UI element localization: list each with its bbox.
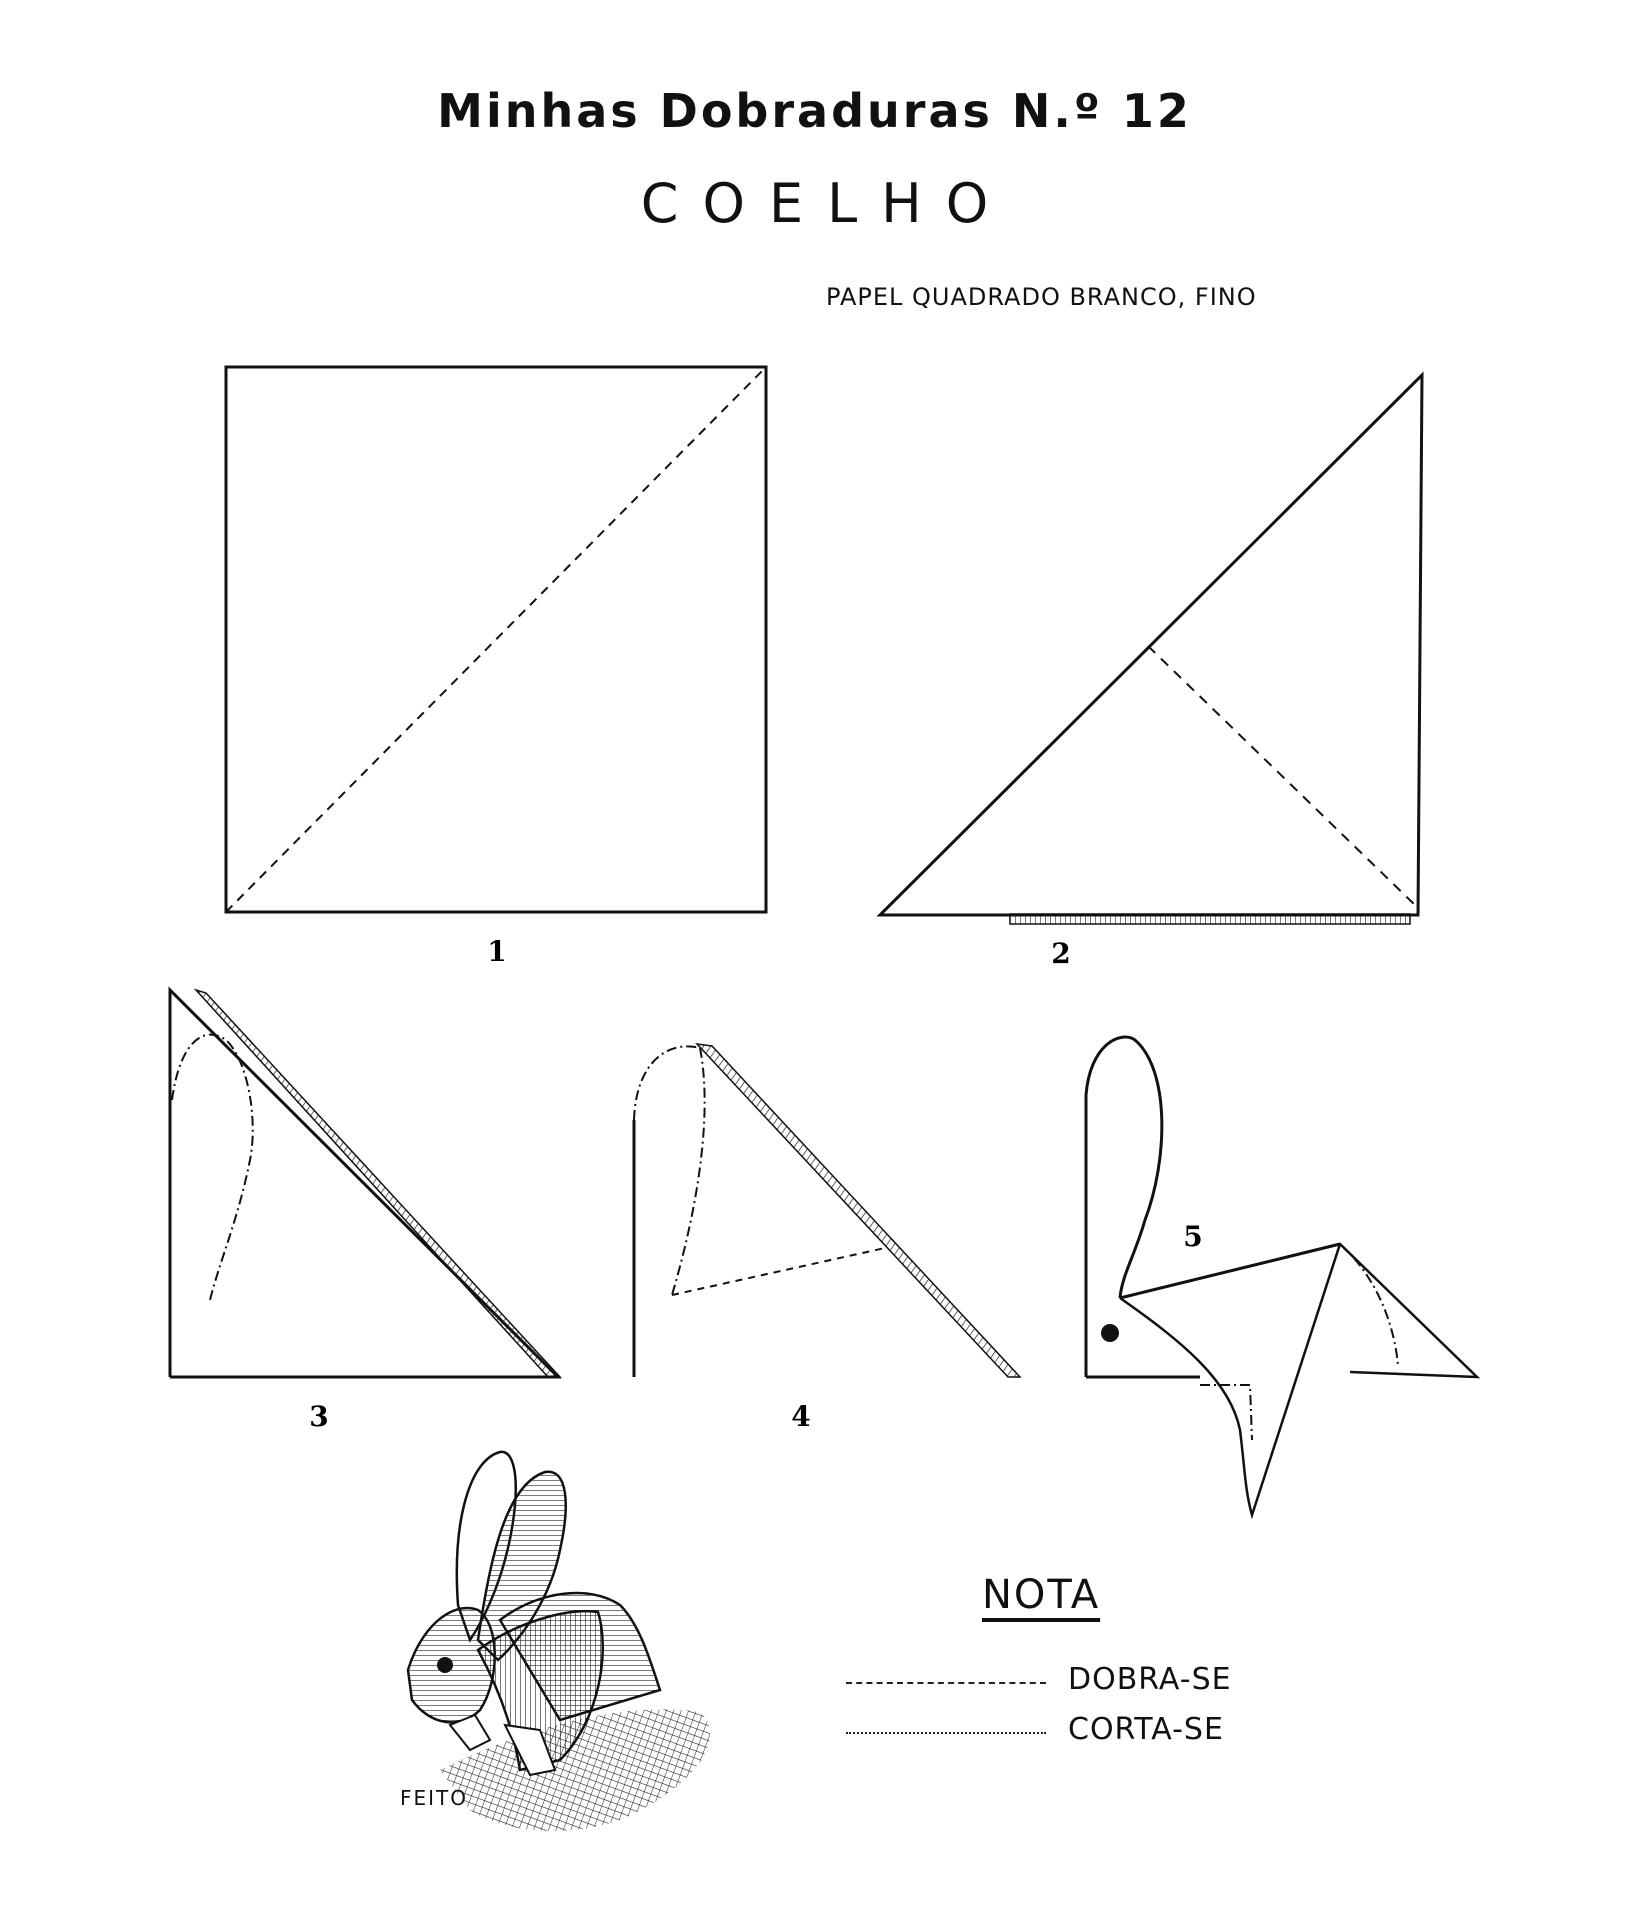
cut-line-sample [846, 1732, 1046, 1734]
page-title: Minhas Dobraduras N.º 12 [437, 84, 1192, 138]
step-5-shape [1086, 1037, 1477, 1515]
step-1-square [226, 367, 766, 912]
fold-legend-label: DOBRA-SE [1068, 1662, 1232, 1697]
fold-line-sample [846, 1682, 1046, 1684]
page-subtitle: COELHO [640, 172, 1013, 235]
step-5-label: 5 [1183, 1220, 1203, 1253]
step-2-triangle [880, 375, 1422, 924]
finished-rabbit-illustration [408, 1452, 710, 1831]
step-3-label: 3 [309, 1400, 329, 1433]
step-4-label: 4 [791, 1400, 811, 1433]
cut-legend-label: CORTA-SE [1068, 1712, 1224, 1747]
legend-title: NOTA [982, 1572, 1101, 1618]
step-1-label: 1 [487, 935, 507, 968]
step-4-triangle [634, 1044, 1020, 1377]
step-3-triangle [170, 990, 560, 1377]
finished-label: FEITO [400, 1786, 468, 1810]
step-2-label: 2 [1051, 937, 1071, 970]
paper-note: PAPEL QUADRADO BRANCO, FINO [826, 283, 1257, 311]
